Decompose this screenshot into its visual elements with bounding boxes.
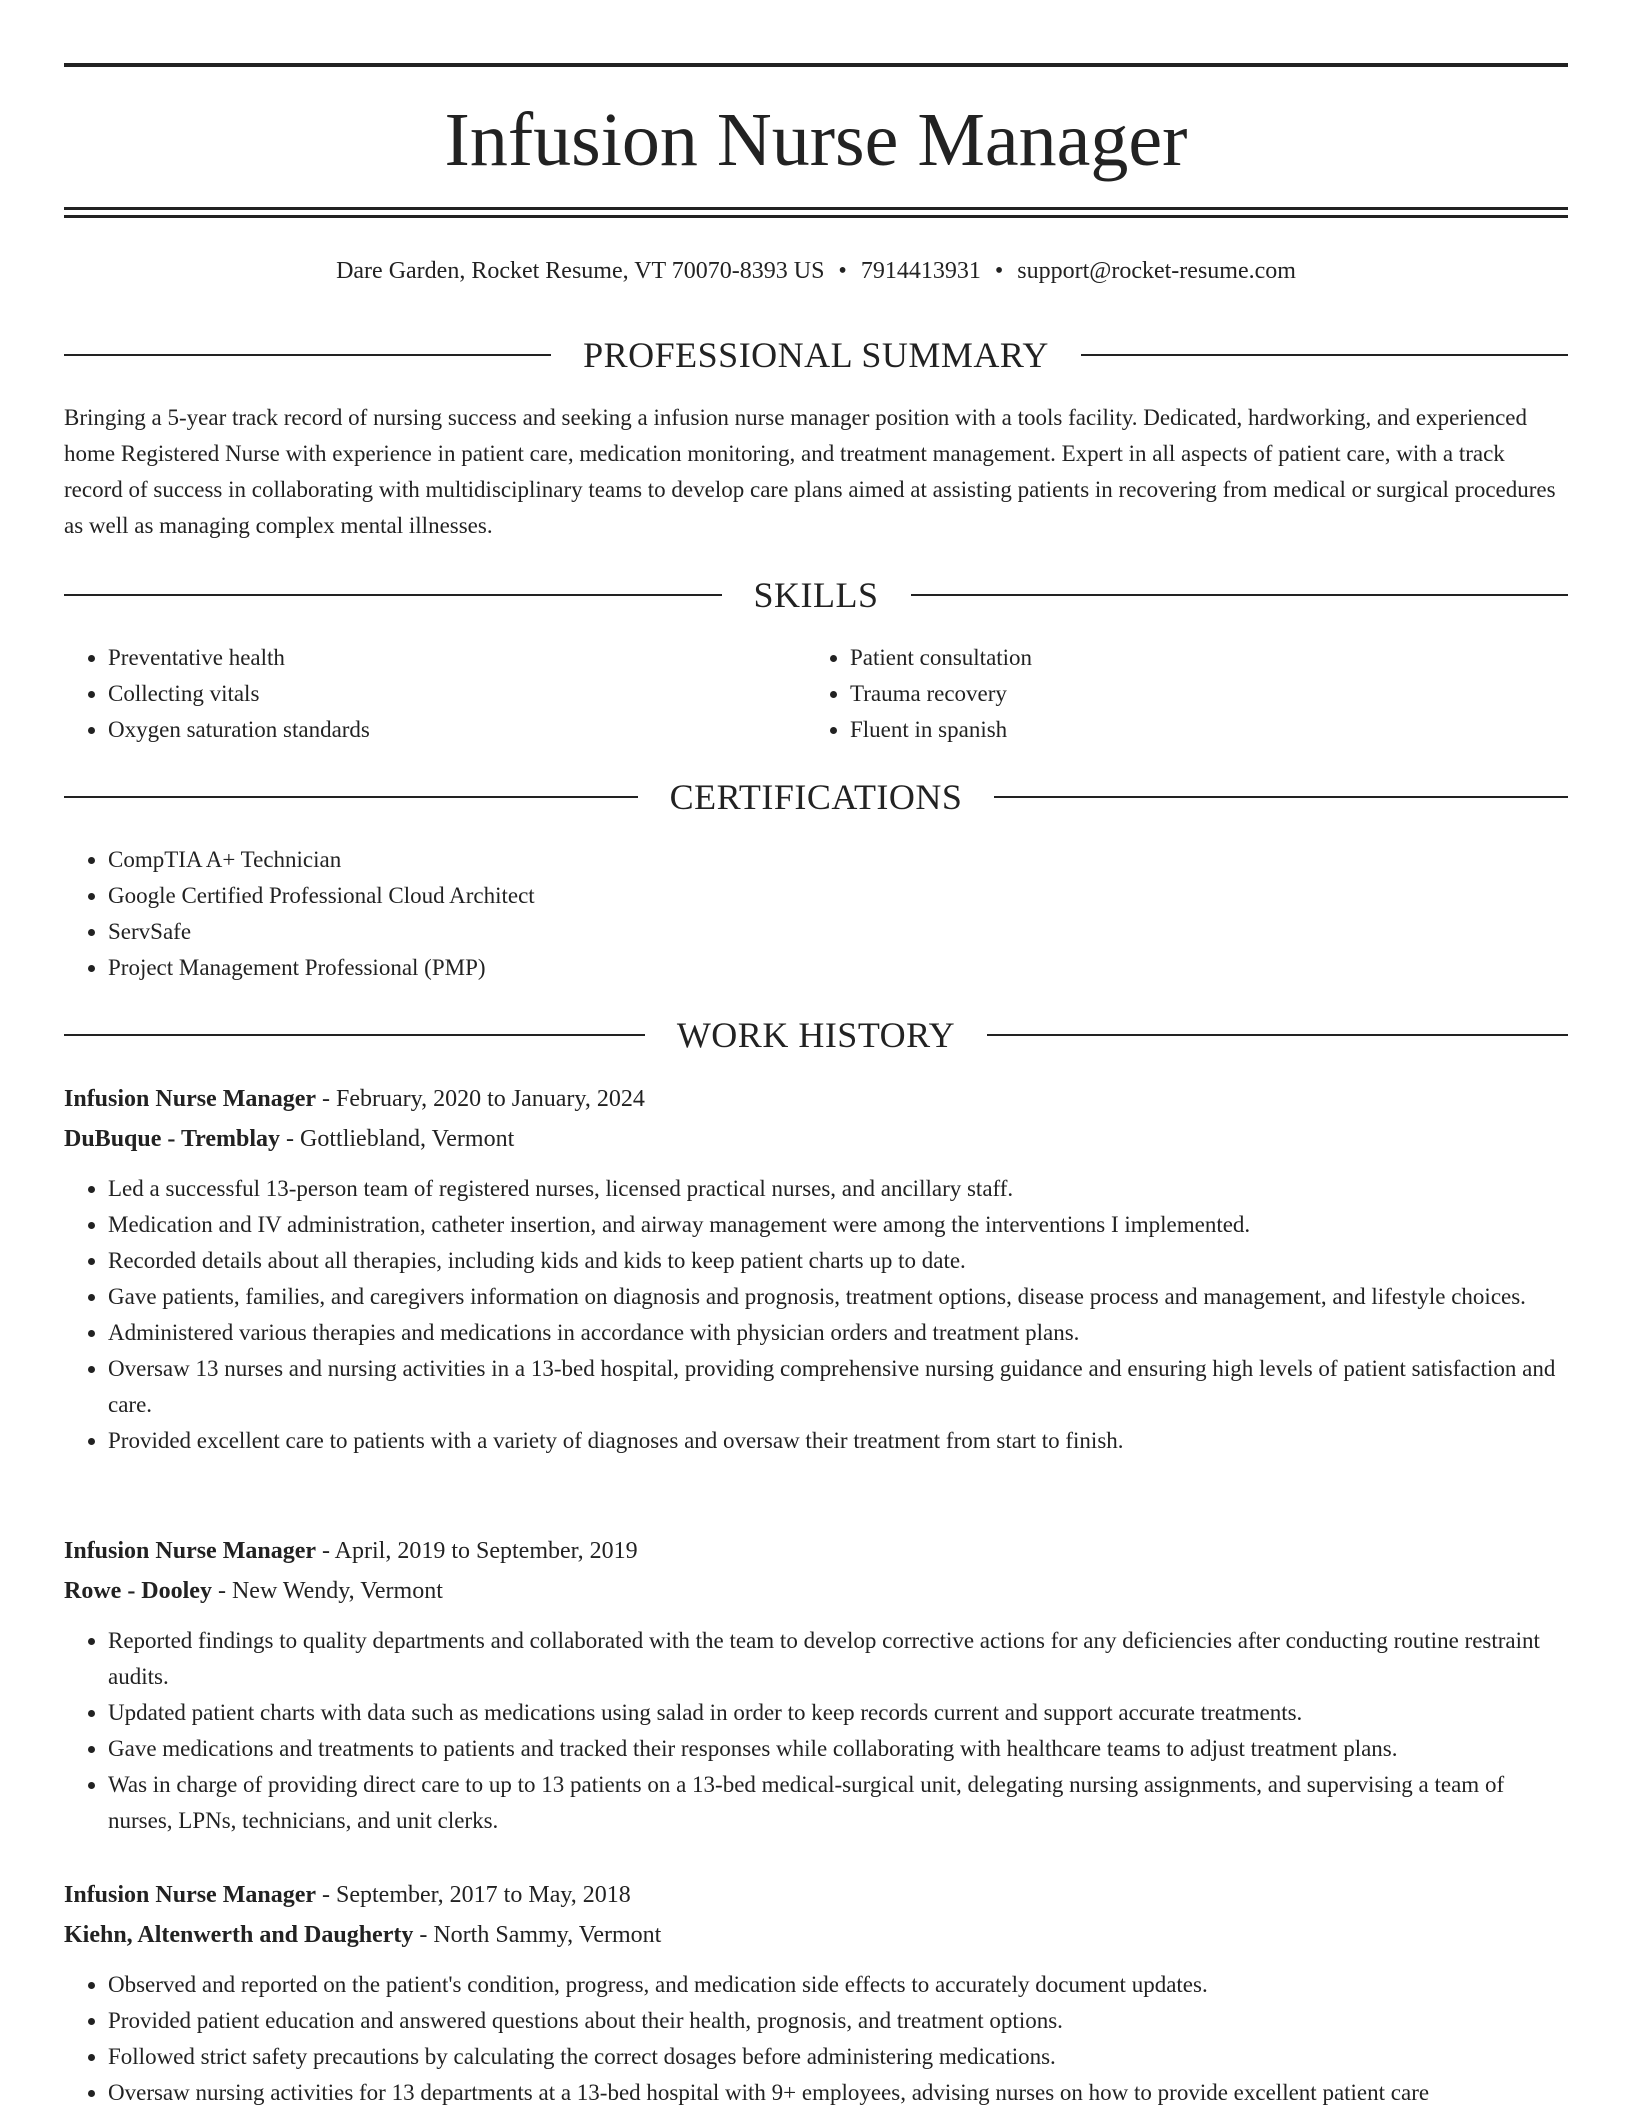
job-entry — [64, 1875, 1568, 2111]
job-bullets — [64, 1967, 1568, 2111]
certification-item: • CompTIA A+ Technician — [108, 842, 1568, 878]
contact-address: Dare Garden, Rocket Resume, VT 70070-8393 US — [336, 258, 825, 284]
certification-item: • Google Certified Professional Cloud Architect — [108, 878, 1568, 914]
job-dates: - April, 2019 to September, 2019 — [316, 1538, 638, 1564]
section-heading-certifications — [64, 777, 1568, 817]
top-rule — [64, 63, 1568, 67]
certifications-list — [64, 842, 1568, 986]
section-title-work-history: WORK HISTORY — [676, 1015, 956, 1055]
title-double-rule — [64, 207, 1568, 218]
section-title-summary: PROFESSIONAL SUMMARY — [583, 335, 1049, 375]
job-bullet: • Updated patient charts with data such as medications using salad in order to keep records current and support accurate treatments. — [108, 1695, 1568, 1731]
job-dates: - February, 2020 to January, 2024 — [316, 1086, 645, 1112]
job-bullet: • Gave medications and treatments to patients and tracked their responses while collaborating with healthcare teams to adjust treatment plans. — [108, 1731, 1568, 1767]
job-bullet: • Gave patients, families, and caregivers information on diagnosis and prognosis, treatment options, disease process and management, and lifestyle choices. — [108, 1279, 1568, 1315]
section-title-skills: SKILLS — [753, 575, 879, 615]
heading-rule-right — [1081, 354, 1568, 356]
job-company-line — [64, 1915, 1568, 1955]
skills-list — [64, 640, 1568, 748]
job-title-line — [64, 1079, 1568, 1119]
skills-column-left — [64, 640, 806, 748]
job-bullet: • Oversaw nursing activities for 13 departments at a 13-bed hospital with 9+ employees, advising nurses on how to provide excellent patient care — [108, 2075, 1568, 2111]
job-dates: - September, 2017 to May, 2018 — [316, 1882, 631, 1908]
job-bullets — [64, 1623, 1568, 1839]
heading-rule-right — [911, 594, 1569, 596]
section-heading-skills — [64, 575, 1568, 615]
job-bullets — [64, 1171, 1568, 1459]
job-location: - North Sammy, Vermont — [413, 1922, 662, 1948]
job-company-line — [64, 1571, 1568, 1611]
job-company: Kiehn, Altenwerth and Daugherty — [64, 1922, 414, 1948]
job-company-line — [64, 1119, 1568, 1159]
heading-rule-left — [64, 1034, 645, 1036]
job-title: Infusion Nurse Manager — [64, 1086, 317, 1112]
job-bullet: • Followed strict safety precautions by calculating the correct dosages before administering medications. — [108, 2039, 1568, 2075]
job-location: - Gottliebland, Vermont — [280, 1126, 515, 1152]
certification-item: • Project Management Professional (PMP) — [108, 950, 1568, 986]
contact-separator: • — [838, 258, 847, 284]
section-heading-work-history — [64, 1015, 1568, 1055]
job-bullet: • Led a successful 13-person team of registered nurses, licensed practical nurses, and ancillary staff. — [108, 1171, 1568, 1207]
job-bullet: • Oversaw 13 nurses and nursing activities in a 13-bed hospital, providing comprehensive nursing guidance and ensuring high levels of patient satisfaction and care. — [108, 1351, 1568, 1423]
job-company: Rowe - Dooley — [64, 1578, 212, 1604]
skill-item: • Trauma recovery — [850, 676, 1548, 712]
job-title-line — [64, 1875, 1568, 1915]
job-entry — [64, 1531, 1568, 1839]
contact-email: support@rocket-resume.com — [1017, 258, 1296, 284]
skill-item: • Fluent in spanish — [850, 712, 1548, 748]
job-bullet: • Was in charge of providing direct care to up to 13 patients on a 13-bed medical-surgical unit, delegating nursing assignments, and supervising a team of nurses, LPNs, technicians, and unit clerks. — [108, 1767, 1568, 1839]
heading-rule-left — [64, 594, 722, 596]
job-title: Infusion Nurse Manager — [64, 1882, 317, 1908]
job-title-line — [64, 1531, 1568, 1571]
job-company: DuBuque - Tremblay — [64, 1126, 281, 1152]
heading-rule-right — [994, 796, 1568, 798]
job-bullet: • Administered various therapies and medications in accordance with physician orders and treatment plans. — [108, 1315, 1568, 1351]
contact-line — [64, 255, 1568, 287]
resume-title: Infusion Nurse Manager — [444, 98, 1188, 182]
skill-item: • Oxygen saturation standards — [108, 712, 806, 748]
skill-item: • Patient consultation — [850, 640, 1548, 676]
heading-rule-right — [987, 1034, 1568, 1036]
contact-phone: 7914413931 — [860, 258, 981, 284]
summary-paragraph: Bringing a 5-year track record of nursing success and seeking a infusion nurse manager position with a tools facility. Dedicated, hardworking, and experienced home Registered Nurse with experience in patient care, medication monitoring, and treatment management. Expert in all aspects of patient care, with a track record of success in collaborating with multidisciplinary teams to develop care plans aimed at assisting patients in recovering from medical or surgical procedures as well as managing complex mental illnesses. — [64, 405, 1556, 538]
job-bullet: • Provided excellent care to patients with a variety of diagnoses and oversaw their treatment from start to finish. — [108, 1423, 1568, 1459]
skill-item: • Collecting vitals — [108, 676, 806, 712]
job-bullet: • Medication and IV administration, catheter insertion, and airway management were among the interventions I implemented. — [108, 1207, 1568, 1243]
heading-rule-left — [64, 354, 551, 356]
job-bullet: • Reported findings to quality departments and collaborated with the team to develop corrective actions for any deficiencies after conducting routine restraint audits. — [108, 1623, 1568, 1695]
job-bullet: • Observed and reported on the patient's condition, progress, and medication side effects to accurately document updates. — [108, 1967, 1568, 2003]
section-heading-summary — [64, 335, 1568, 375]
job-bullet: • Provided patient education and answered questions about their health, prognosis, and treatment options. — [108, 2003, 1568, 2039]
section-title-certifications: CERTIFICATIONS — [669, 777, 963, 817]
job-location: - New Wendy, Vermont — [211, 1578, 443, 1604]
job-entry — [64, 1079, 1568, 1459]
skills-column-right — [806, 640, 1548, 748]
skill-item: • Preventative health — [108, 640, 806, 676]
job-bullet: • Recorded details about all therapies, including kids and kids to keep patient charts up to date. — [108, 1243, 1568, 1279]
heading-rule-left — [64, 796, 638, 798]
certification-item: • ServSafe — [108, 914, 1568, 950]
contact-separator: • — [994, 258, 1004, 284]
job-title: Infusion Nurse Manager — [64, 1538, 317, 1564]
